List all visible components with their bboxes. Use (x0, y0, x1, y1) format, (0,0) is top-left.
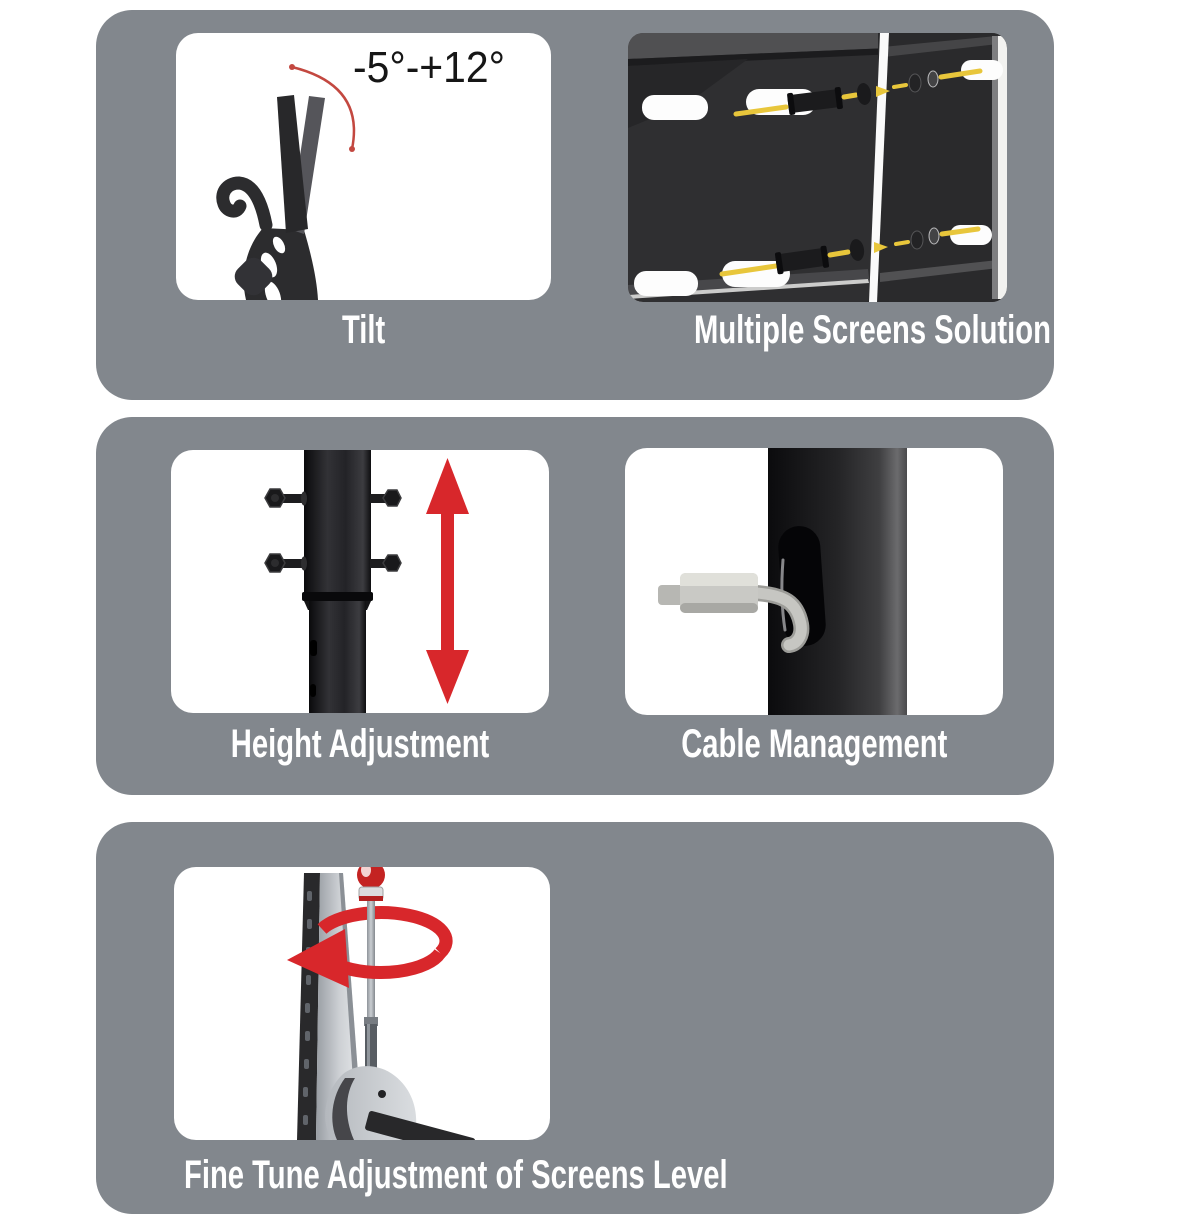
feature-panel-middle (96, 417, 1054, 795)
height-adjustment-illustration (171, 450, 549, 713)
multiple-screens-card (628, 33, 1007, 302)
pole-collar (302, 592, 373, 601)
caption-multiple-screens-label: Multiple Screens Solution (694, 308, 1051, 352)
foot-bracket (325, 1066, 476, 1140)
multiple-screens-illustration (628, 33, 1007, 302)
tilt-card (176, 33, 551, 300)
caption-fine-tune (184, 1155, 929, 1195)
pole-notch-upper (310, 640, 317, 656)
height-adjustment-card (171, 450, 549, 713)
caption-tilt-label: Tilt (341, 308, 386, 352)
caption-fine-tune-label: Fine Tune Adjustment of Screens Level (184, 1153, 728, 1197)
up-down-arrow-icon (426, 458, 469, 704)
caption-multiple-screens (628, 308, 1051, 352)
tilt-illustration (176, 33, 551, 300)
caption-height-adjustment (171, 724, 549, 764)
caption-cable-management-label: Cable Management (680, 722, 948, 766)
tilt-range-annotation: -5°-+12° (353, 43, 505, 92)
cable-management-card (625, 448, 1003, 715)
fine-tune-card (174, 867, 550, 1140)
caption-height-adjustment-label: Height Adjustment (230, 722, 490, 766)
pole-notch-lower (310, 684, 316, 697)
feature-panel-top (96, 10, 1054, 400)
feature-panel-bottom (96, 822, 1054, 1214)
hook-shape (223, 183, 266, 225)
caption-cable-management (625, 724, 1003, 764)
pole-upper-sleeve (304, 450, 371, 592)
fine-tune-illustration (174, 867, 550, 1140)
caption-tilt (176, 310, 551, 350)
pole-lower (309, 601, 366, 713)
cable-management-illustration (625, 448, 1003, 715)
